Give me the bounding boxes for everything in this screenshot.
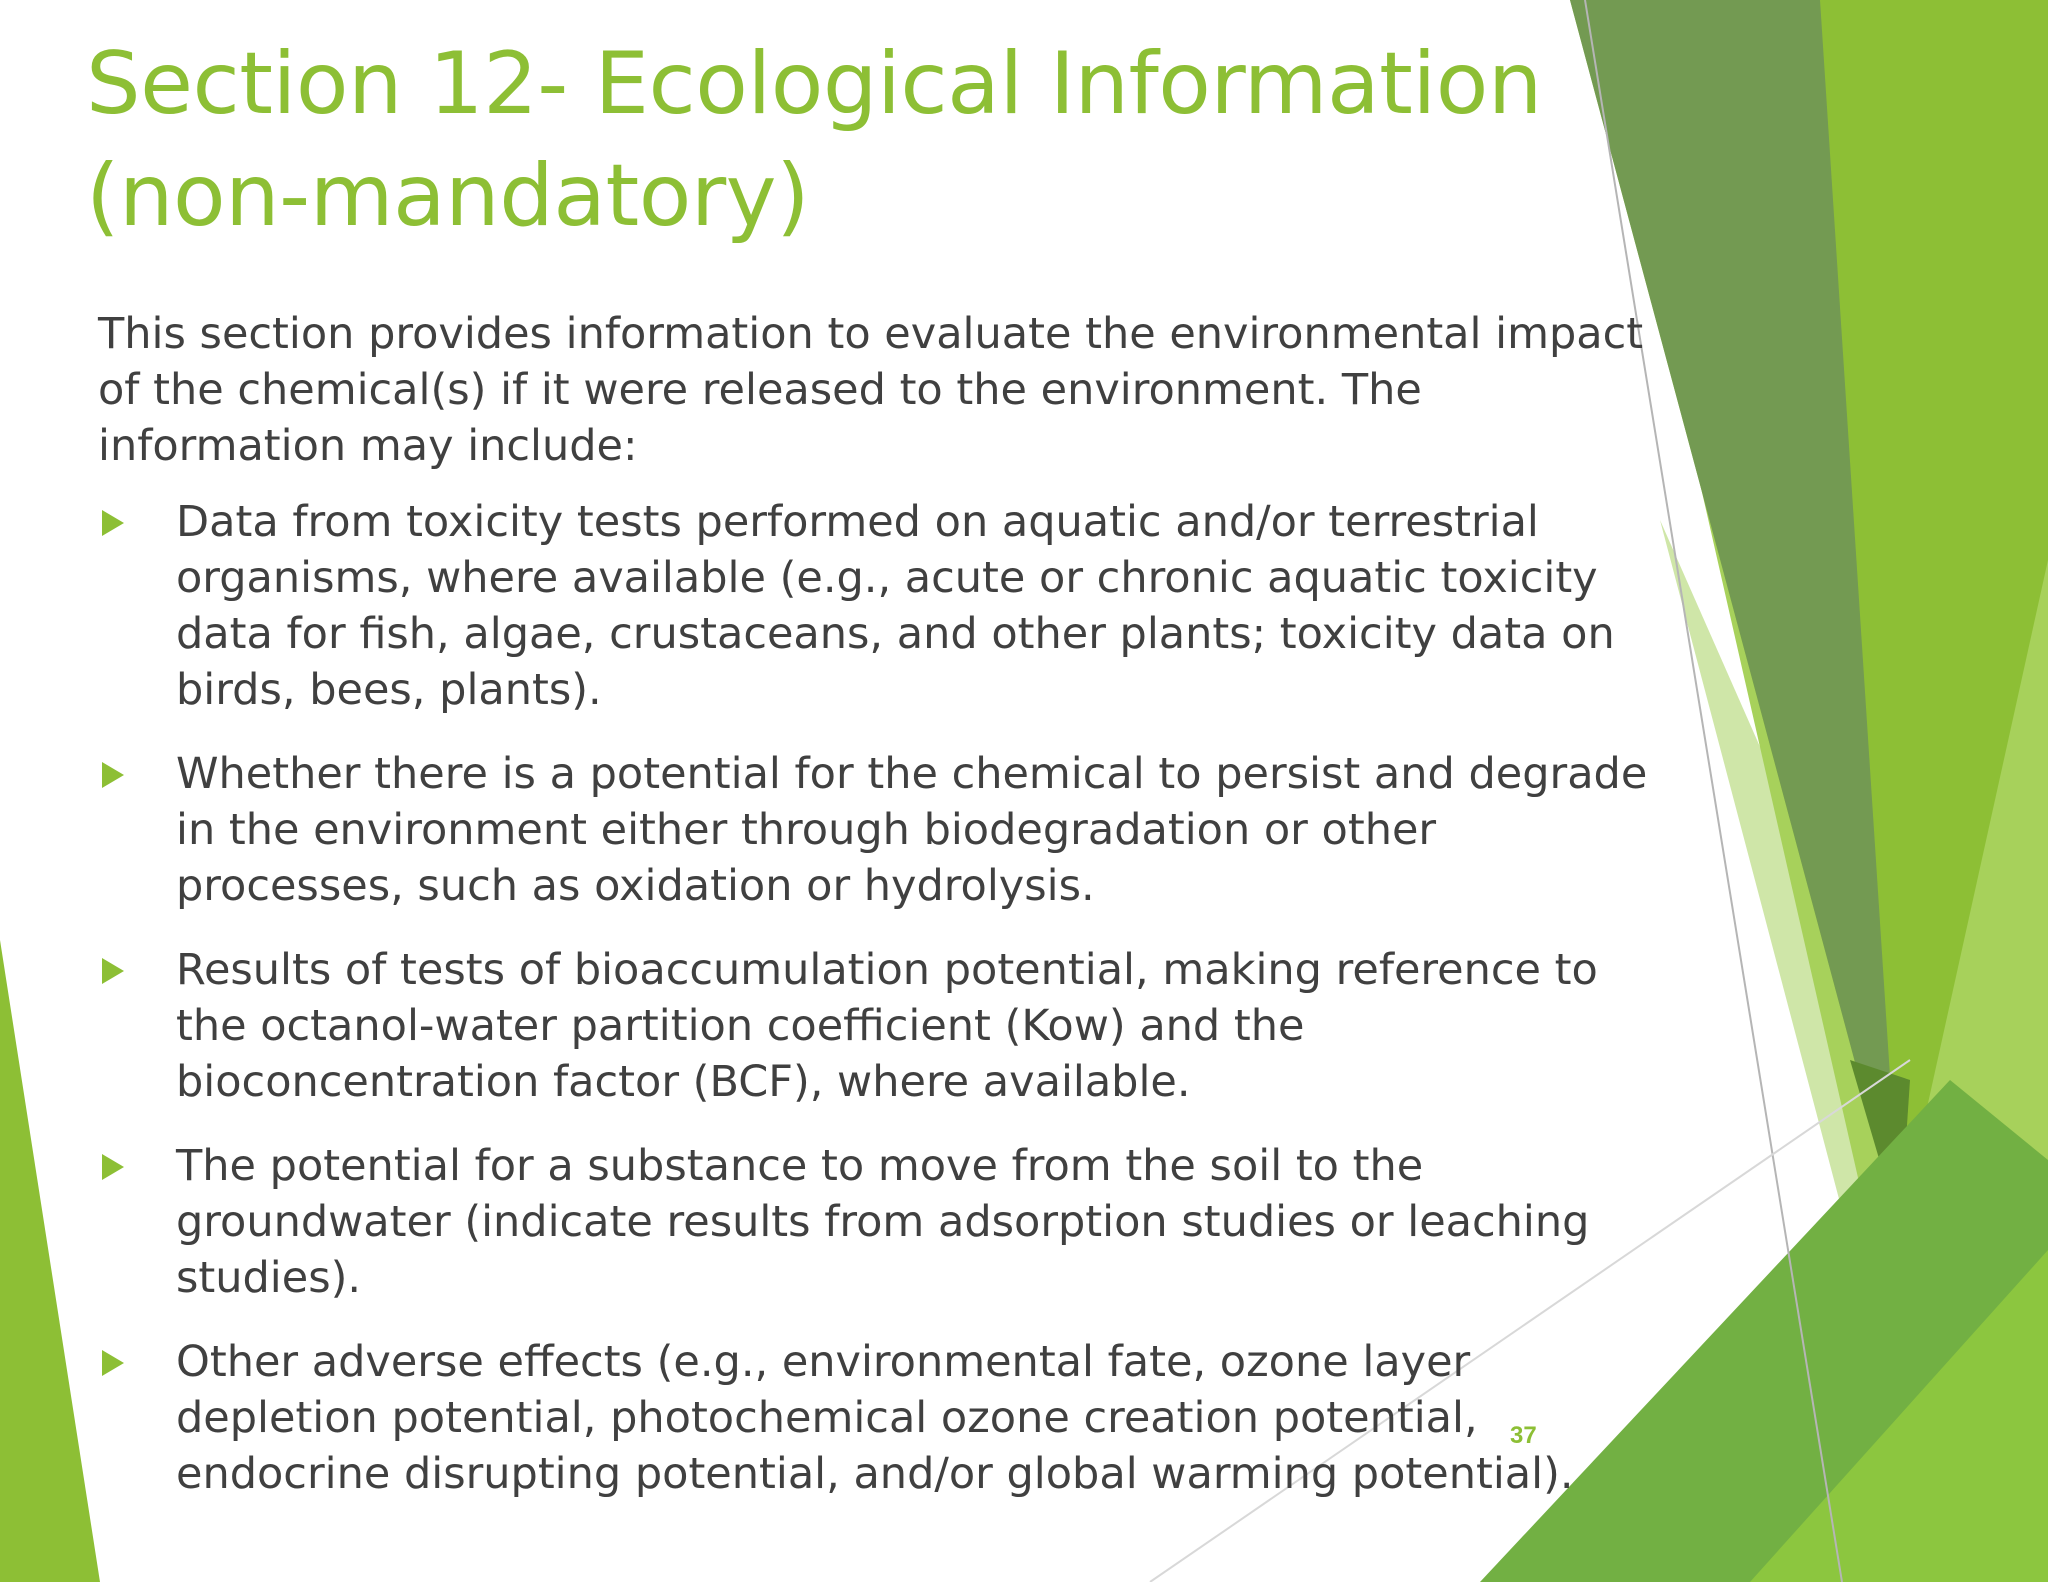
slide-title-line-2: (non-mandatory) (86, 146, 810, 246)
triangle-right-icon (102, 1350, 124, 1376)
left-accent-shape (0, 940, 100, 1582)
bullet-text: The potential for a substance to move from the soil to the groundwater (indicate results from adsorption studies or leaching studies). (176, 1141, 1590, 1303)
bullet-text: Results of tests of bioaccumulation potential, making reference to the octanol-water partition coefficient (Kow) and the bioconcentration factor (BCF), where available. (176, 945, 1598, 1107)
bullet-text: Data from toxicity tests performed on aquatic and/or terrestrial organisms, where available (e.g., acute or chronic aquatic toxicity data for fish, algae, crustaceans, and other plants; toxicity data on birds, bees, plants). (176, 497, 1615, 715)
triangle-right-icon (102, 762, 124, 788)
slide-body (98, 306, 1658, 1530)
list-item (98, 1138, 1658, 1306)
list-item (98, 942, 1658, 1110)
triangle-right-icon (102, 1154, 124, 1180)
bullet-list (98, 494, 1658, 1502)
slide-title (86, 28, 1566, 252)
list-item (98, 494, 1658, 718)
list-item (98, 746, 1658, 914)
list-item (98, 1334, 1658, 1502)
slide-title-line-1: Section 12- Ecological Information (86, 34, 1542, 134)
triangle-right-icon (102, 510, 124, 536)
intro-paragraph: This section provides information to evaluate the environmental impact of the chemical(s) if it were released to the environment. The information may include: (98, 309, 1644, 471)
bullet-text: Other adverse effects (e.g., environmental fate, ozone layer depletion potential, photochemical ozone creation potential, endocrine disrupting potential, and/or global warming potential). (176, 1337, 1574, 1499)
triangle-right-icon (102, 958, 124, 984)
page-number: 37 (1510, 1422, 1537, 1449)
bullet-text: Whether there is a potential for the chemical to persist and degrade in the environment either through biodegradation or other processes, such as oxidation or hydrolysis. (176, 749, 1648, 911)
